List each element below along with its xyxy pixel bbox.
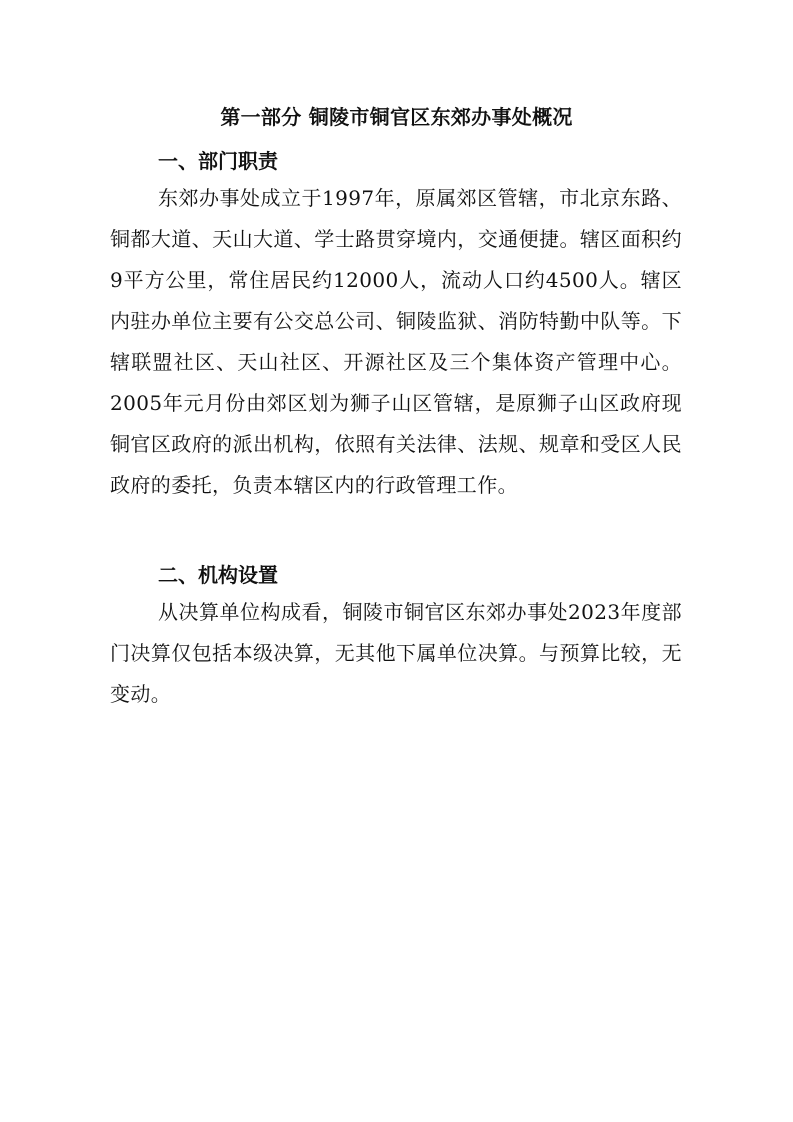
section-heading-organization-setup: 二、机构设置 [158, 563, 278, 587]
page-title: 第一部分 铜陵市铜官区东郊办事处概况 [220, 105, 573, 129]
paragraph-organization-setup: 从决算单位构成看，铜陵市铜官区东郊办事处2023年度部门决算仅包括本级决算，无其他下属单位决算。与预算比较，无变动。 [110, 600, 682, 706]
paragraph-department-duties: 东郊办事处成立于1997年，原属郊区管辖，市北京东路、铜都大道、天山大道、学士路贯穿境内，交通便捷。辖区面积约9平方公里，常住居民约12000人，流动人口约4500人。辖区内驻办单位主要有公交总公司、铜陵监狱、消防特勤中队等。下辖联盟社区、天山社区、开源社区及三个集体资产管理中心。2005年元月份由郊区划为狮子山区管辖，是原狮子山区政府现铜官区政府的派出机构，依照有关法律、法规、规章和受区人民政府的委托，负责本辖区内的行政管理工作。 [110, 186, 682, 497]
section-heading-department-duties: 一、部门职责 [158, 149, 278, 173]
